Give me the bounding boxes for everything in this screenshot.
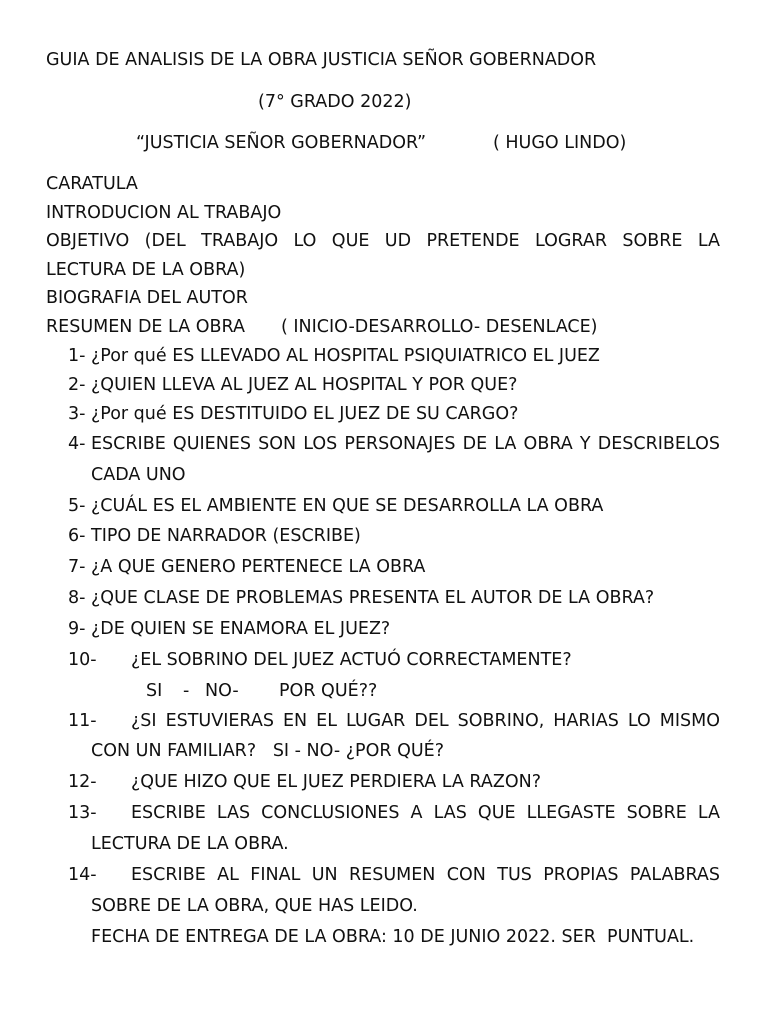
question-number: 10-	[68, 650, 97, 670]
section-resumen-parts: ( INICIO-DESARROLLO- DESENLACE)	[281, 317, 598, 337]
grade-label: (7° GRADO 2022)	[258, 92, 412, 112]
question-number: 5-	[68, 496, 86, 516]
answer-option-por-que: POR QUÉ??	[279, 681, 378, 701]
answer-option-si: SI	[146, 681, 163, 701]
question-continuation: CON UN FAMILIAR? SI - NO- ¿POR QUÉ?	[91, 741, 445, 761]
question-number: 6-	[68, 526, 86, 546]
section-objetivo-line2: LECTURA DE LA OBRA)	[46, 260, 246, 280]
question-text: ESCRIBE AL FINAL UN RESUMEN CON TUS PROPIAS PALABRAS	[131, 865, 720, 885]
answer-separator: -	[183, 681, 190, 701]
question-text: ¿SI ESTUVIERAS EN EL LUGAR DEL SOBRINO, HARIAS LO MISMO	[131, 711, 720, 731]
section-objetivo-line1: OBJETIVO (DEL TRABAJO LO QUE UD PRETENDE LOGRAR SOBRE LA	[46, 231, 720, 251]
question-text: ¿Por qué ES LLEVADO AL HOSPITAL PSIQUIATRICO EL JUEZ	[91, 346, 600, 366]
question-number: 14-	[68, 865, 97, 885]
question-number: 1-	[68, 346, 86, 366]
question-number: 7-	[68, 557, 86, 577]
question-continuation: LECTURA DE LA OBRA.	[91, 834, 289, 854]
question-text: ¿Por qué ES DESTITUIDO EL JUEZ DE SU CARGO?	[91, 404, 519, 424]
question-continuation: CADA UNO	[91, 465, 186, 485]
question-text: ESCRIBE LAS CONCLUSIONES A LAS QUE LLEGASTE SOBRE LA	[131, 803, 720, 823]
answer-option-no: NO-	[205, 681, 239, 701]
question-continuation: SOBRE DE LA OBRA, QUE HAS LEIDO.	[91, 896, 418, 916]
question-number: 9-	[68, 619, 86, 639]
question-text: ¿DE QUIEN SE ENAMORA EL JUEZ?	[91, 619, 391, 639]
section-caratula: CARATULA	[46, 174, 138, 194]
question-text: ¿QUE CLASE DE PROBLEMAS PRESENTA EL AUTOR DE LA OBRA?	[91, 588, 655, 608]
question-number: 11-	[68, 711, 97, 731]
question-number: 12-	[68, 772, 97, 792]
question-text: ¿CUÁL ES EL AMBIENTE EN QUE SE DESARROLLA LA OBRA	[91, 496, 604, 516]
question-number: 3-	[68, 404, 86, 424]
work-title: “JUSTICIA SEÑOR GOBERNADOR”	[136, 133, 427, 153]
question-text: TIPO DE NARRADOR (ESCRIBE)	[91, 526, 361, 546]
question-text: ESCRIBE QUIENES SON LOS PERSONAJES DE LA OBRA Y DESCRIBELOS	[91, 434, 720, 454]
question-number: 4-	[68, 434, 86, 454]
section-resumen-label: RESUMEN DE LA OBRA	[46, 317, 245, 337]
document-title: GUIA DE ANALISIS DE LA OBRA JUSTICIA SEÑOR GOBERNADOR	[46, 50, 597, 70]
question-text: ¿QUIEN LLEVA AL JUEZ AL HOSPITAL Y POR QUE?	[91, 375, 518, 395]
question-number: 8-	[68, 588, 86, 608]
question-text: ¿EL SOBRINO DEL JUEZ ACTUÓ CORRECTAMENTE?	[131, 650, 572, 670]
question-text: ¿QUE HIZO QUE EL JUEZ PERDIERA LA RAZON?	[131, 772, 541, 792]
question-number: 2-	[68, 375, 86, 395]
author-name: ( HUGO LINDO)	[493, 133, 627, 153]
section-biografia: BIOGRAFIA DEL AUTOR	[46, 288, 248, 308]
delivery-deadline: FECHA DE ENTREGA DE LA OBRA: 10 DE JUNIO 2022. SER PUNTUAL.	[91, 927, 695, 947]
section-introduccion: INTRODUCION AL TRABAJO	[46, 203, 282, 223]
question-text: ¿A QUE GENERO PERTENECE LA OBRA	[91, 557, 426, 577]
question-number: 13-	[68, 803, 97, 823]
